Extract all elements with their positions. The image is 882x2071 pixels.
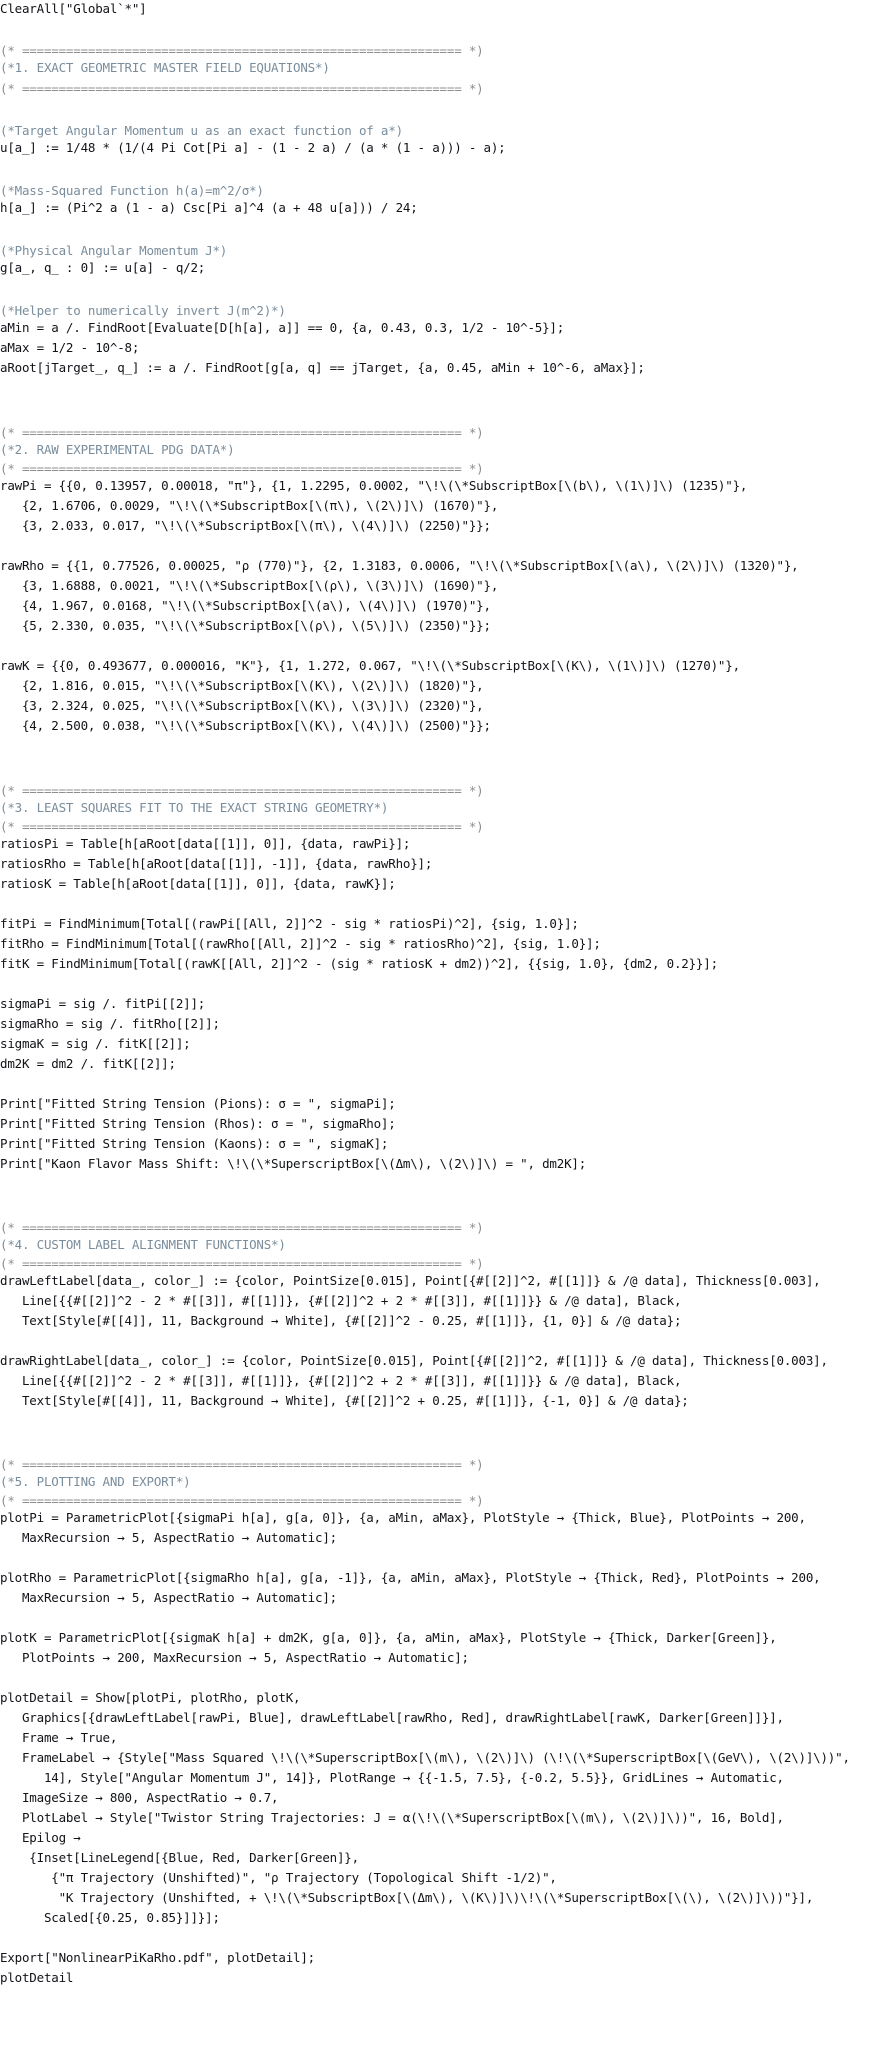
code-line[interactable]: Print["Kaon Flavor Mass Shift: \!\(\*SuperscriptBox[\(Δm\), \(2\)]\) = ", dm2K];	[0, 1156, 587, 1171]
code-line[interactable]: rawK = {{0, 0.493677, 0.000016, "K"}, {1, 1.272, 0.067, "\!\(\*SubscriptBox[\(K\), \(1\)]\) (1270)"},	[0, 658, 740, 673]
code-line[interactable]: (* ============================================================ *)	[0, 425, 484, 440]
code-line[interactable]: (* ============================================================ *)	[0, 1457, 484, 1472]
code-line[interactable]: MaxRecursion → 5, AspectRatio → Automatic];	[0, 1590, 337, 1605]
code-line[interactable]: Export["NonlinearPiKaRho.pdf", plotDetail];	[0, 1950, 316, 1965]
code-line[interactable]: {3, 1.6888, 0.0021, "\!\(\*SubscriptBox[\(ρ\), \(3\)]\) (1690)"},	[0, 578, 499, 593]
code-line[interactable]: (* ============================================================ *)	[0, 783, 484, 798]
code-line[interactable]: (*Helper to numerically invert J(m^2)*)	[0, 303, 286, 318]
code-line[interactable]: {"π Trajectory (Unshifted)", "ρ Trajectory (Topological Shift -1/2)",	[0, 1870, 557, 1885]
code-line[interactable]: Text[Style[#[[4]], 11, Background → White], {#[[2]]^2 + 0.25, #[[1]]}, {-1, 0}] & /@ data};	[0, 1393, 689, 1408]
code-line[interactable]: g[a_, q_ : 0] := u[a] - q/2;	[0, 260, 206, 275]
code-line[interactable]: Epilog →	[0, 1830, 81, 1845]
code-line[interactable]: Text[Style[#[[4]], 11, Background → White], {#[[2]]^2 - 0.25, #[[1]]}, {1, 0}] & /@ data};	[0, 1313, 682, 1328]
code-line[interactable]: rawPi = {{0, 0.13957, 0.00018, "π"}, {1, 1.2295, 0.0002, "\!\(\*SubscriptBox[\(b\), \(1\)]\) (1235)"},	[0, 478, 748, 493]
code-line[interactable]: aMax = 1/2 - 10^-8;	[0, 340, 140, 355]
code-line[interactable]: (*Mass-Squared Function h(a)=m^2/σ*)	[0, 183, 264, 198]
code-line[interactable]: MaxRecursion → 5, AspectRatio → Automatic];	[0, 1530, 337, 1545]
code-line[interactable]: ratiosRho = Table[h[aRoot[data[[1]], -1]], {data, rawRho}];	[0, 856, 433, 871]
code-line[interactable]: plotRho = ParametricPlot[{sigmaRho h[a], g[a, -1]}, {a, aMin, aMax}, PlotStyle → {Thick, Red}, PlotPoints → 200,	[0, 1570, 821, 1585]
code-line[interactable]: ratiosPi = Table[h[aRoot[data[[1]], 0]], {data, rawPi}];	[0, 836, 411, 851]
code-line[interactable]: (*5. PLOTTING AND EXPORT*)	[0, 1474, 191, 1489]
code-line[interactable]: PlotLabel → Style["Twistor String Trajectories: J = α(\!\(\*SuperscriptBox[\(m\), \(2\)]\))", 16, Bold],	[0, 1810, 784, 1825]
code-line[interactable]: {3, 2.324, 0.025, "\!\(\*SubscriptBox[\(K\), \(3\)]\) (2320)"},	[0, 698, 484, 713]
code-line[interactable]: (*2. RAW EXPERIMENTAL PDG DATA*)	[0, 442, 235, 457]
code-line[interactable]: (*1. EXACT GEOMETRIC MASTER FIELD EQUATIONS*)	[0, 60, 330, 75]
code-line[interactable]: Graphics[{drawLeftLabel[rawPi, Blue], drawLeftLabel[rawRho, Red], drawRightLabel[rawK, Darker[Green]]}],	[0, 1710, 784, 1725]
code-line[interactable]: plotPi = ParametricPlot[{sigmaPi h[a], g[a, 0]}, {a, aMin, aMax}, PlotStyle → {Thick, Blue}, PlotPoints → 200,	[0, 1510, 806, 1525]
code-line[interactable]: ImageSize → 800, AspectRatio → 0.7,	[0, 1790, 279, 1805]
code-line[interactable]: {2, 1.816, 0.015, "\!\(\*SubscriptBox[\(K\), \(2\)]\) (1820)"},	[0, 678, 484, 693]
code-line[interactable]: dm2K = dm2 /. fitK[[2]];	[0, 1056, 176, 1071]
code-line[interactable]: (* ============================================================ *)	[0, 461, 484, 476]
code-line[interactable]: drawRightLabel[data_, color_] := {color, PointSize[0.015], Point[{#[[2]]^2, #[[1]]} & /@ data], Thickness[0.003],	[0, 1353, 828, 1368]
code-line[interactable]: (*4. CUSTOM LABEL ALIGNMENT FUNCTIONS*)	[0, 1237, 286, 1252]
code-line[interactable]: Line[{{#[[2]]^2 - 2 * #[[3]], #[[1]]}, {#[[2]]^2 + 2 * #[[3]], #[[1]]}} & /@ data], Black,	[0, 1293, 682, 1308]
code-line[interactable]: u[a_] := 1/48 * (1/(4 Pi Cot[Pi a] - (1 - 2 a) / (a * (1 - a))) - a);	[0, 140, 506, 155]
code-line[interactable]: h[a_] := (Pi^2 a (1 - a) Csc[Pi a]^4 (a + 48 u[a])) / 24;	[0, 200, 418, 215]
code-line[interactable]: (*Target Angular Momentum u as an exact function of a*)	[0, 123, 403, 138]
code-line[interactable]: plotDetail = Show[plotPi, plotRho, plotK,	[0, 1690, 301, 1705]
code-line[interactable]: Line[{{#[[2]]^2 - 2 * #[[3]], #[[1]]}, {#[[2]]^2 + 2 * #[[3]], #[[1]]}} & /@ data], Black,	[0, 1373, 682, 1388]
code-line[interactable]: Frame → True,	[0, 1730, 118, 1745]
code-line[interactable]: {2, 1.6706, 0.0029, "\!\(\*SubscriptBox[\(π\), \(2\)]\) (1670)"},	[0, 498, 499, 513]
code-line[interactable]: fitPi = FindMinimum[Total[(rawPi[[All, 2]]^2 - sig * ratiosPi)^2], {sig, 1.0}];	[0, 916, 579, 931]
code-line[interactable]: {4, 1.967, 0.0168, "\!\(\*SubscriptBox[\(a\), \(4\)]\) (1970)"},	[0, 598, 491, 613]
code-line[interactable]: aRoot[jTarget_, q_] := a /. FindRoot[g[a, q] == jTarget, {a, 0.45, aMin + 10^-6, aMax}];	[0, 360, 645, 375]
code-line[interactable]: plotDetail	[0, 1970, 74, 1985]
code-line[interactable]: aMin = a /. FindRoot[Evaluate[D[h[a], a]] == 0, {a, 0.43, 0.3, 1/2 - 10^-5}];	[0, 320, 565, 335]
code-line[interactable]: FrameLabel → {Style["Mass Squared \!\(\*SuperscriptBox[\(m\), \(2\)]\) (\!\(\*SuperscriptBox[\(GeV\), \(2\)]\))",	[0, 1750, 850, 1765]
code-line[interactable]: drawLeftLabel[data_, color_] := {color, PointSize[0.015], Point[{#[[2]]^2, #[[1]]} & /@ data], Thickness[0.003],	[0, 1273, 821, 1288]
code-line[interactable]: plotK = ParametricPlot[{sigmaK h[a] + dm2K, g[a, 0]}, {a, aMin, aMax}, PlotStyle → {Thick, Darker[Green]},	[0, 1630, 777, 1645]
code-line[interactable]: (* ============================================================ *)	[0, 43, 484, 58]
code-line[interactable]: ClearAll["Global`*"]	[0, 1, 147, 16]
code-line[interactable]: (*3. LEAST SQUARES FIT TO THE EXACT STRING GEOMETRY*)	[0, 800, 389, 815]
code-line[interactable]: Print["Fitted String Tension (Kaons): σ = ", sigmaK];	[0, 1136, 389, 1151]
code-line[interactable]: Print["Fitted String Tension (Rhos): σ = ", sigmaRho];	[0, 1116, 396, 1131]
code-line[interactable]: {5, 2.330, 0.035, "\!\(\*SubscriptBox[\(ρ\), \(5\)]\) (2350)"}};	[0, 618, 491, 633]
code-line[interactable]: 14], Style["Angular Momentum J", 14]}, PlotRange → {{-1.5, 7.5}, {-0.2, 5.5}}, GridLines → Automatic,	[0, 1770, 784, 1785]
code-line[interactable]: (* ============================================================ *)	[0, 819, 484, 834]
code-line[interactable]: {4, 2.500, 0.038, "\!\(\*SubscriptBox[\(K\), \(4\)]\) (2500)"}};	[0, 718, 491, 733]
code-line[interactable]: sigmaK = sig /. fitK[[2]];	[0, 1036, 191, 1051]
code-line[interactable]: Scaled[{0.25, 0.85}]]}];	[0, 1910, 220, 1925]
code-line[interactable]: rawRho = {{1, 0.77526, 0.00025, "ρ (770)"}, {2, 1.3183, 0.0006, "\!\(\*SubscriptBox[\(a\), \(2\)]\) (1320)"},	[0, 558, 799, 573]
code-line[interactable]: PlotPoints → 200, MaxRecursion → 5, AspectRatio → Automatic];	[0, 1650, 469, 1665]
code-line[interactable]: sigmaPi = sig /. fitPi[[2]];	[0, 996, 206, 1011]
code-line[interactable]: {Inset[LineLegend[{Blue, Red, Darker[Green]},	[0, 1850, 359, 1865]
code-line[interactable]: (*Physical Angular Momentum J*)	[0, 243, 228, 258]
code-line[interactable]: "K Trajectory (Unshifted, + \!\(\*SubscriptBox[\(Δm\), \(K\)]\)\!\(\*SuperscriptBox[\(\), \(2\)]\))"}],	[0, 1890, 814, 1905]
code-line[interactable]: (* ============================================================ *)	[0, 1256, 484, 1271]
code-line[interactable]: {3, 2.033, 0.017, "\!\(\*SubscriptBox[\(π\), \(4\)]\) (2250)"}};	[0, 518, 491, 533]
code-line[interactable]: Print["Fitted String Tension (Pions): σ = ", sigmaPi];	[0, 1096, 396, 1111]
code-line[interactable]: (* ============================================================ *)	[0, 1220, 484, 1235]
code-line[interactable]: sigmaRho = sig /. fitRho[[2]];	[0, 1016, 220, 1031]
code-line[interactable]: fitRho = FindMinimum[Total[(rawRho[[All, 2]]^2 - sig * ratiosRho)^2], {sig, 1.0}];	[0, 936, 601, 951]
code-line[interactable]: (* ============================================================ *)	[0, 81, 484, 96]
code-line[interactable]: fitK = FindMinimum[Total[(rawK[[All, 2]]^2 - (sig * ratiosK + dm2))^2], {{sig, 1.0}, {dm2, 0.2}}];	[0, 956, 718, 971]
code-line[interactable]: (* ============================================================ *)	[0, 1493, 484, 1508]
code-line[interactable]: ratiosK = Table[h[aRoot[data[[1]], 0]], {data, rawK}];	[0, 876, 396, 891]
